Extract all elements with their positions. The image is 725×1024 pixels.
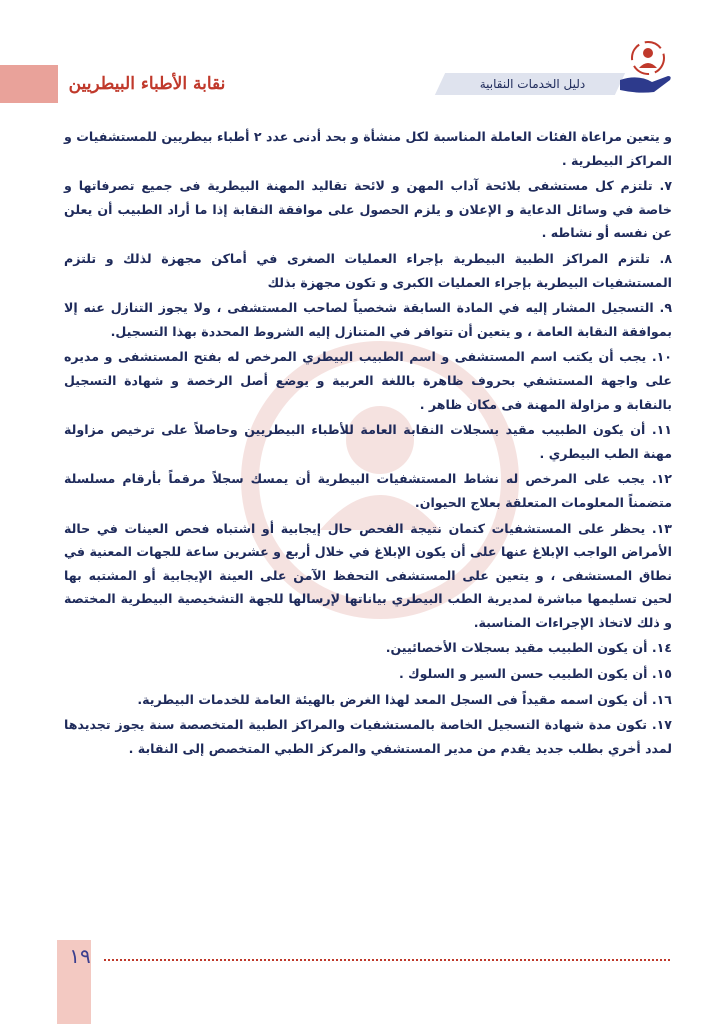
user-hand-icon [618, 38, 672, 98]
article-11: ١١. أن يكون الطبيب مقيد بسجلات النقابة العامة للأطباء البيطريين وحاصلاً على ترخيص مزاولة مهنة الطب البيطري . [64, 422, 672, 461]
article-8: ٨. تلتزم المراكز الطبية البيطرية بإجراء العمليات الصغرى في أماكن مجهزة لذلك و تلتزم المستشفيات البيطرية بإجراء العمليات الكبرى و تكون مجهزة بذلك [64, 250, 672, 290]
article-13: ١٣. يحظر على المستشفيات كتمان نتيجة الفحص حال إيجابية أو اشتباه فحص العينات في حالة الأمراض الواجب الإبلاغ عنها على أن يكون الإبلاغ في خلال أربع و عشرين ساعة للجهات المعنية في نطاق المستشفى ، و يتعين على المستشفى التحفظ الآمن على العينة الإيجابية أو المشتبه بها لحين تسليمها مباشرة لمديرية الطب البيطري بياناتها لإرسالها للجهة التشخيصية البيطرية المختصة و ذلك لاتخاذ الإجراءات المناسبة. [64, 520, 672, 630]
article-14: ١٤. أن يكون الطبيب مقيد بسجلات الأخصائيين. [385, 640, 672, 656]
article-17: ١٧. تكون مدة شهادة التسجيل الخاصة بالمستشفيات والمراكز الطبية المتخصصة سنة يجوز تجديدها لمدد أخري بطلب جديد يقدم من مدير المستشفي والمركز الطبي المتخصص إلى النقابة . [64, 717, 672, 756]
header-accent-tab [0, 65, 58, 103]
main-content [64, 125, 672, 762]
article-15: ١٥. أن يكون الطبيب حسن السير و السلوك . [398, 666, 672, 682]
article-12: ١٢. يجب على المرخص له نشاط المستشفيات البيطرية أن يمسك سجلاً مرقماً بأرقام مسلسلة متضمناً المعلومات المتعلقة بعلاج الحيوان. [64, 471, 672, 510]
article-7: ٧. تلتزم كل مستشفى بلائحة آداب المهن و لائحة تقاليد المهنة البيطرية فى جميع تصرفاتها و خاصة في وسائل الدعاية و الإعلان و يلزم الحصول على موافقة النقابة إذا ما أراد الطبيب أن يعلن عن نفسه أو نشاطه . [64, 178, 672, 241]
article-10: ١٠. يجب أن يكتب اسم المستشفى و اسم الطبيب البيطري المرخص له بفتح المستشفى و مديره على واجهة المستشفي بحروف ظاهرة باللغة العربية و يوضع أصل الرخصة و شهادة التسجيل بالنقابة و مزاولة المهنة فى مكان ظاهر . [64, 349, 672, 412]
article-9: ٩. التسجيل المشار إليه في المادة السابقة شخصياً لصاحب المستشفى ، ولا يجوز التنازل عنه إلا بموافقة النقابة العامة ، و يتعين أن تتوافر في المتنازل إليه الشروط المحددة بهذا التسجيل. [64, 300, 672, 339]
logo-text: نقابة الأطباء البيطريين [68, 74, 226, 94]
syndicate-logo [68, 62, 226, 106]
page-number: ١٩ [69, 944, 91, 968]
article-16: ١٦. أن يكون اسمه مقيداً فى السجل المعد لهذا الغرض بالهيئة العامة للخدمات البيطرية. [137, 691, 672, 707]
intro-paragraph: و يتعين مراعاة الفئات العاملة المناسبة لكل منشأة و بحد أدنى عدد ٢ أطباء بيطريين للمستشفيات و المراكز البيطرية . [64, 129, 672, 168]
footer-divider [104, 959, 670, 961]
guide-title: دليل الخدمات النقابية [479, 77, 586, 91]
